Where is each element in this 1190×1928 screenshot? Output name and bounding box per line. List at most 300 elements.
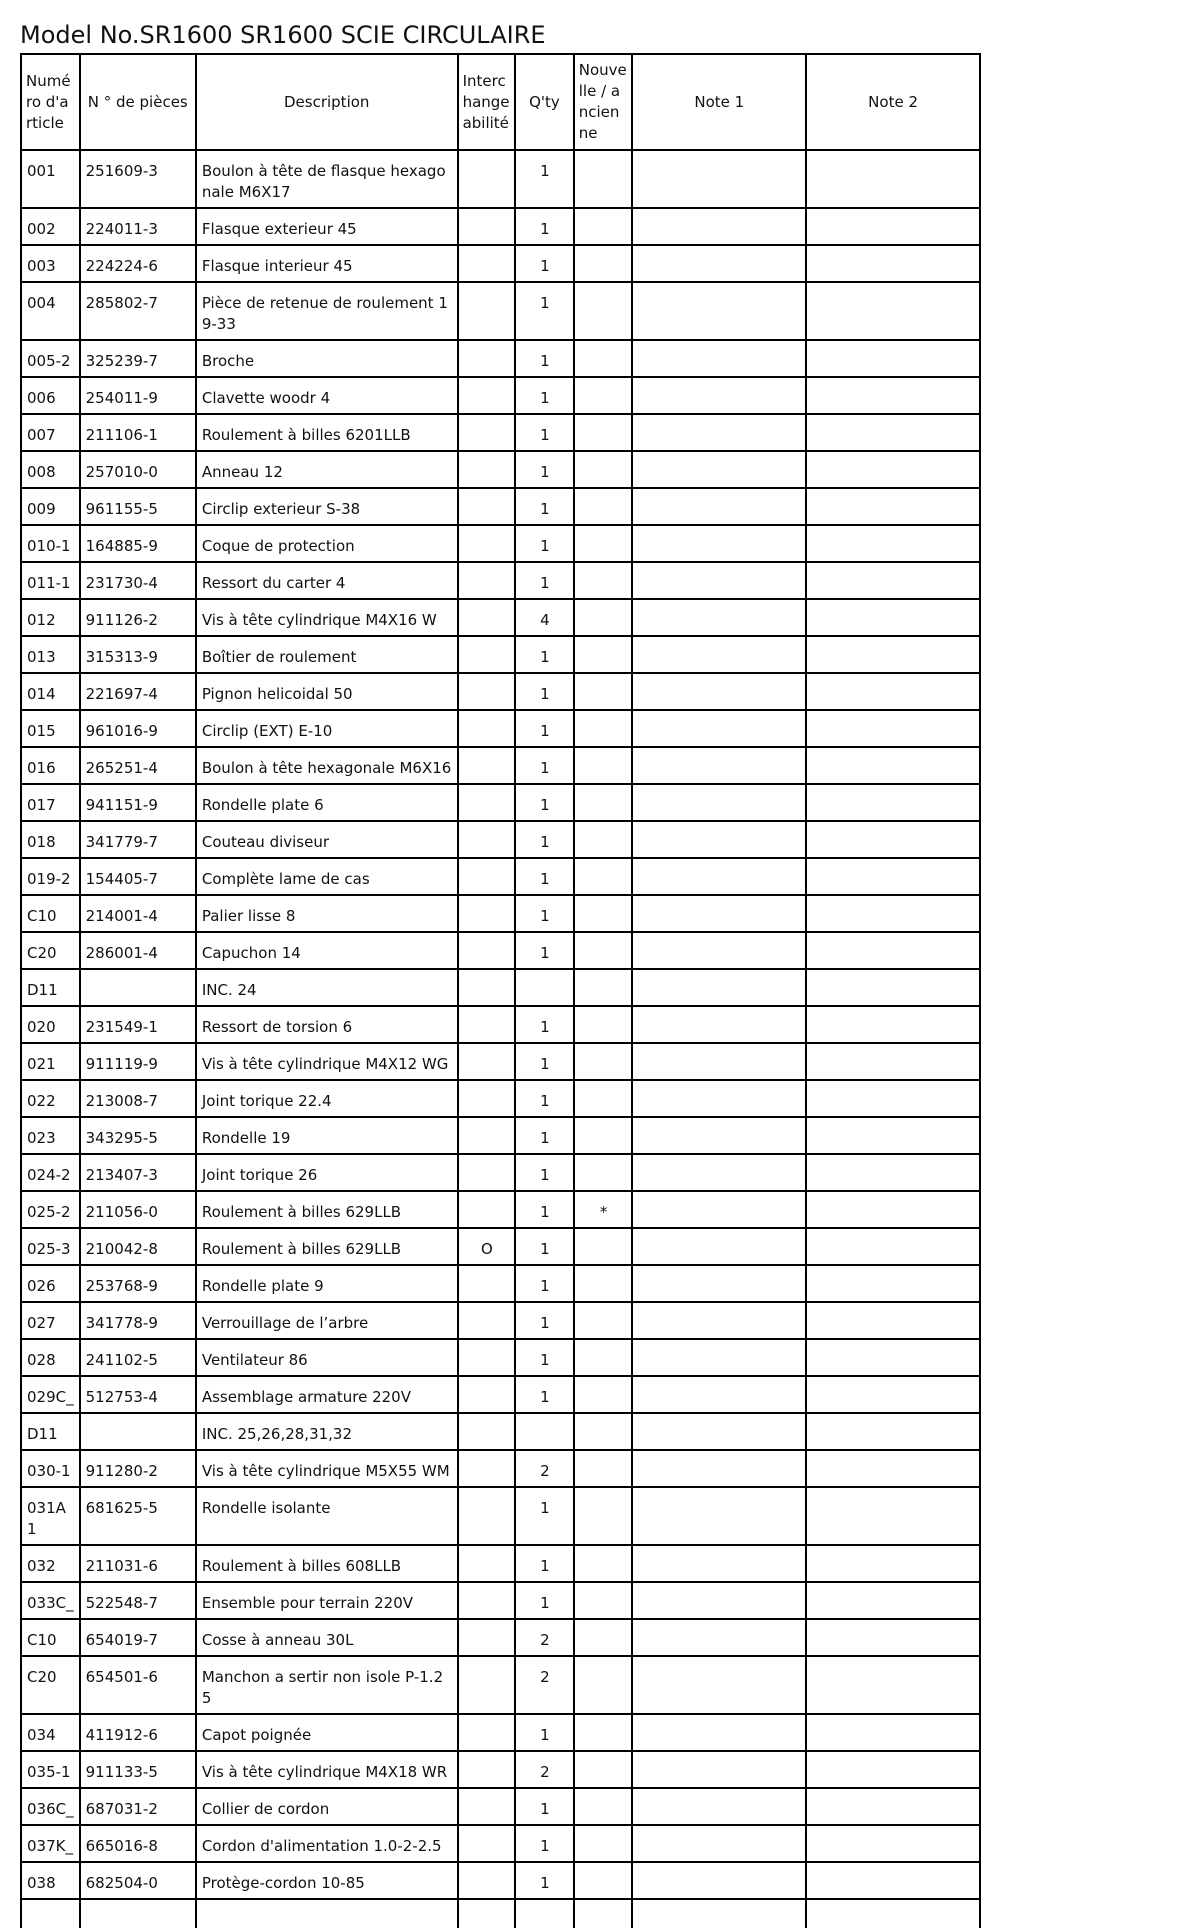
table-row: [21, 562, 980, 599]
cell-note-1: [632, 1413, 806, 1450]
table-row: [21, 208, 980, 245]
cell-new-old: [574, 414, 633, 451]
cell-interchangeability: [458, 1582, 516, 1619]
cell-quantity: 1: [515, 340, 574, 377]
cell-quantity: 2: [515, 1751, 574, 1788]
header-quantity: Q'ty: [515, 54, 574, 150]
cell-interchangeability: [458, 1619, 516, 1656]
cell-new-old: [574, 1825, 633, 1862]
cell-note-1: [632, 969, 806, 1006]
cell-new-old: [574, 821, 633, 858]
cell-note-2: [806, 1376, 980, 1413]
cell-new-old: [574, 1862, 633, 1899]
cell-note-2: [806, 208, 980, 245]
table-row: [21, 969, 980, 1006]
cell-new-old: [574, 1582, 633, 1619]
cell-description: Circlip (EXT) E-10: [196, 710, 458, 747]
table-row: [21, 1413, 980, 1450]
cell-note-2: [806, 673, 980, 710]
cell-item-number: 038: [21, 1862, 80, 1899]
cell-note-1: [632, 1080, 806, 1117]
cell-interchangeability: [458, 1656, 516, 1714]
cell-interchangeability: [458, 1154, 516, 1191]
table-row: [21, 1339, 980, 1376]
cell-interchangeability: [458, 895, 516, 932]
cell-note-2: [806, 784, 980, 821]
cell-item-number: 008: [21, 451, 80, 488]
cell-note-1: [632, 340, 806, 377]
cell-item-number: 007: [21, 414, 80, 451]
cell-note-2: [806, 1751, 980, 1788]
cell-quantity: [515, 1413, 574, 1450]
cell-quantity: 1: [515, 1302, 574, 1339]
cell-part-number: 941151-9: [80, 784, 196, 821]
cell-part-number: 265251-4: [80, 747, 196, 784]
cell-new-old: [574, 858, 633, 895]
cell-new-old: [574, 1006, 633, 1043]
table-row: [21, 1751, 980, 1788]
cell-quantity: 1: [515, 1265, 574, 1302]
cell-item-number: 004: [21, 282, 80, 340]
cell-quantity: 1: [515, 784, 574, 821]
cell-quantity: 1: [515, 377, 574, 414]
cell-new-old: [574, 451, 633, 488]
cell-note-1: [632, 245, 806, 282]
cell-part-number: 221697-4: [80, 673, 196, 710]
cell-note-2: [806, 377, 980, 414]
cell-part-number: 341779-7: [80, 821, 196, 858]
cell-quantity: 1: [515, 208, 574, 245]
cell-description: Vis à tête cylindrique M4X12 WG: [196, 1043, 458, 1080]
cell-description: INC. 25,26,28,31,32: [196, 1413, 458, 1450]
cell-interchangeability: [458, 747, 516, 784]
table-row: [21, 1619, 980, 1656]
cell-item-number: 018: [21, 821, 80, 858]
cell-description: Flasque exterieur 45: [196, 208, 458, 245]
cell-item-number: 015: [21, 710, 80, 747]
cell-quantity: 1: [515, 525, 574, 562]
cell-description: Collier de cordon: [196, 1788, 458, 1825]
cell-quantity: 1: [515, 488, 574, 525]
cell-description: Pignon helicoidal 50: [196, 673, 458, 710]
cell-description: Ensemble pour terrain 220V: [196, 1582, 458, 1619]
table-row: [21, 1302, 980, 1339]
cell-quantity: 1: [515, 1862, 574, 1899]
cell-note-2: [806, 451, 980, 488]
cell-note-1: [632, 710, 806, 747]
cell-quantity: 1: [515, 282, 574, 340]
cell-new-old: [574, 784, 633, 821]
cell-part-number: 911126-2: [80, 599, 196, 636]
cell-interchangeability: [458, 340, 516, 377]
cell-item-number: 031A1: [21, 1487, 80, 1545]
table-row: [21, 821, 980, 858]
cell-part-number: 512753-4: [80, 1376, 196, 1413]
header-note-2: Note 2: [806, 54, 980, 150]
cell-note-2: [806, 599, 980, 636]
cell-note-1: [632, 1228, 806, 1265]
cell-quantity: 1: [515, 451, 574, 488]
cell-new-old: [574, 673, 633, 710]
cell-interchangeability: [458, 969, 516, 1006]
cell-item-number: 025-2: [21, 1191, 80, 1228]
cell-interchangeability: [458, 1339, 516, 1376]
cell-new-old: [574, 562, 633, 599]
cell-item-number: 035-1: [21, 1751, 80, 1788]
cell-note-1: [632, 1619, 806, 1656]
cell-part-number: 210042-8: [80, 1228, 196, 1265]
cell-new-old: [574, 1228, 633, 1265]
cell-note-1: [632, 1582, 806, 1619]
cell-interchangeability: [458, 1413, 516, 1450]
cell-quantity: 1: [515, 1487, 574, 1545]
cell-note-1: [632, 1714, 806, 1751]
cell-quantity: 1: [515, 245, 574, 282]
cell-quantity: 1: [515, 1339, 574, 1376]
cell-quantity: 1: [515, 1582, 574, 1619]
cell-quantity: 1: [515, 1545, 574, 1582]
cell-new-old: [574, 340, 633, 377]
cell-part-number: 654019-7: [80, 1619, 196, 1656]
cell-quantity: 1: [515, 1080, 574, 1117]
cell-interchangeability: [458, 1302, 516, 1339]
cell-description: Couteau diviseur: [196, 821, 458, 858]
cell-item-number: 002: [21, 208, 80, 245]
cell-item-number: 019-2: [21, 858, 80, 895]
cell-note-1: [632, 377, 806, 414]
cell-part-number: 241102-5: [80, 1339, 196, 1376]
cell-new-old: *: [574, 1191, 633, 1228]
cell-part-number: 211031-6: [80, 1545, 196, 1582]
cell-new-old: [574, 1450, 633, 1487]
cell-interchangeability: [458, 1376, 516, 1413]
cell-item-number: 037K_: [21, 1825, 80, 1862]
table-row: [21, 1154, 980, 1191]
cell-new-old: [574, 1487, 633, 1545]
empty-cell: [196, 1899, 458, 1928]
cell-new-old: [574, 1545, 633, 1582]
cell-interchangeability: [458, 208, 516, 245]
cell-part-number: 154405-7: [80, 858, 196, 895]
cell-part-number: 253768-9: [80, 1265, 196, 1302]
table-row: [21, 1080, 980, 1117]
cell-note-2: [806, 1117, 980, 1154]
header-description: Description: [196, 54, 458, 150]
cell-item-number: 027: [21, 1302, 80, 1339]
parts-table: [20, 53, 981, 1928]
cell-item-number: 003: [21, 245, 80, 282]
cell-item-number: C10: [21, 1619, 80, 1656]
cell-item-number: 029C_: [21, 1376, 80, 1413]
table-row: [21, 599, 980, 636]
cell-new-old: [574, 1413, 633, 1450]
cell-interchangeability: [458, 1751, 516, 1788]
cell-new-old: [574, 1656, 633, 1714]
cell-quantity: 1: [515, 1043, 574, 1080]
cell-description: Vis à tête cylindrique M4X16 W: [196, 599, 458, 636]
cell-item-number: D11: [21, 1413, 80, 1450]
cell-note-2: [806, 1339, 980, 1376]
cell-new-old: [574, 377, 633, 414]
cell-quantity: 1: [515, 1825, 574, 1862]
cell-part-number: 254011-9: [80, 377, 196, 414]
cell-note-1: [632, 747, 806, 784]
cell-item-number: 013: [21, 636, 80, 673]
table-row: [21, 377, 980, 414]
cell-note-1: [632, 1656, 806, 1714]
cell-part-number: 285802-7: [80, 282, 196, 340]
cell-note-2: [806, 1154, 980, 1191]
cell-new-old: [574, 1376, 633, 1413]
table-row: [21, 1862, 980, 1899]
empty-cell: [632, 1899, 806, 1928]
cell-note-2: [806, 1191, 980, 1228]
cell-note-2: [806, 562, 980, 599]
cell-interchangeability: [458, 414, 516, 451]
table-row: [21, 747, 980, 784]
cell-description: Joint torique 22.4: [196, 1080, 458, 1117]
cell-item-number: 036C_: [21, 1788, 80, 1825]
table-row: [21, 1825, 980, 1862]
table-row: [21, 340, 980, 377]
empty-cell: [515, 1899, 574, 1928]
cell-note-1: [632, 1862, 806, 1899]
table-row: [21, 1714, 980, 1751]
header-part-number: N ° de pièces: [80, 54, 196, 150]
cell-description: Ressort du carter 4: [196, 562, 458, 599]
cell-note-2: [806, 1080, 980, 1117]
table-row: [21, 710, 980, 747]
table-row: [21, 525, 980, 562]
cell-part-number: 211056-0: [80, 1191, 196, 1228]
cell-description: Complète lame de cas: [196, 858, 458, 895]
cell-part-number: 286001-4: [80, 932, 196, 969]
cell-note-2: [806, 282, 980, 340]
cell-part-number: 164885-9: [80, 525, 196, 562]
cell-item-number: 025-3: [21, 1228, 80, 1265]
cell-quantity: [515, 969, 574, 1006]
cell-description: Anneau 12: [196, 451, 458, 488]
cell-description: Rondelle isolante: [196, 1487, 458, 1545]
cell-note-2: [806, 1413, 980, 1450]
cell-new-old: [574, 895, 633, 932]
page-title: Model No.SR1600 SR1600 SCIE CIRCULAIRE: [20, 21, 546, 49]
cell-new-old: [574, 1043, 633, 1080]
cell-new-old: [574, 747, 633, 784]
cell-note-1: [632, 1487, 806, 1545]
cell-note-2: [806, 1228, 980, 1265]
cell-item-number: 012: [21, 599, 80, 636]
cell-item-number: 005-2: [21, 340, 80, 377]
cell-note-2: [806, 1265, 980, 1302]
cell-note-2: [806, 932, 980, 969]
cell-interchangeability: [458, 784, 516, 821]
cell-interchangeability: [458, 1191, 516, 1228]
cell-description: Roulement à billes 608LLB: [196, 1545, 458, 1582]
cell-note-2: [806, 895, 980, 932]
cell-new-old: [574, 1339, 633, 1376]
cell-description: INC. 24: [196, 969, 458, 1006]
cell-item-number: 032: [21, 1545, 80, 1582]
table-row: [21, 636, 980, 673]
cell-description: Verrouillage de l’arbre: [196, 1302, 458, 1339]
cell-note-1: [632, 599, 806, 636]
cell-interchangeability: [458, 245, 516, 282]
cell-description: Rondelle plate 9: [196, 1265, 458, 1302]
cell-new-old: [574, 1714, 633, 1751]
cell-note-2: [806, 525, 980, 562]
cell-new-old: [574, 710, 633, 747]
table-body: [21, 150, 980, 1928]
cell-interchangeability: [458, 1714, 516, 1751]
cell-item-number: C20: [21, 932, 80, 969]
cell-note-1: [632, 1450, 806, 1487]
cell-interchangeability: [458, 1788, 516, 1825]
cell-note-2: [806, 1582, 980, 1619]
cell-part-number: 341778-9: [80, 1302, 196, 1339]
cell-note-1: [632, 1154, 806, 1191]
cell-note-2: [806, 1862, 980, 1899]
cell-note-2: [806, 1825, 980, 1862]
cell-part-number: 961016-9: [80, 710, 196, 747]
cell-part-number: 315313-9: [80, 636, 196, 673]
cell-note-1: [632, 1788, 806, 1825]
cell-quantity: 2: [515, 1656, 574, 1714]
cell-quantity: 1: [515, 1228, 574, 1265]
cell-interchangeability: [458, 821, 516, 858]
cell-quantity: 1: [515, 414, 574, 451]
cell-interchangeability: [458, 282, 516, 340]
cell-note-1: [632, 895, 806, 932]
cell-part-number: 257010-0: [80, 451, 196, 488]
cell-description: Rondelle plate 6: [196, 784, 458, 821]
cell-quantity: 2: [515, 1450, 574, 1487]
empty-cell: [80, 1899, 196, 1928]
cell-interchangeability: [458, 451, 516, 488]
cell-quantity: 1: [515, 1714, 574, 1751]
cell-item-number: 009: [21, 488, 80, 525]
cell-part-number: 231730-4: [80, 562, 196, 599]
cell-description: Ventilateur 86: [196, 1339, 458, 1376]
cell-part-number: 231549-1: [80, 1006, 196, 1043]
empty-cell: [21, 1899, 80, 1928]
cell-description: Coque de protection: [196, 525, 458, 562]
cell-new-old: [574, 1154, 633, 1191]
cell-interchangeability: [458, 525, 516, 562]
cell-description: Cosse à anneau 30L: [196, 1619, 458, 1656]
cell-item-number: D11: [21, 969, 80, 1006]
table-row: [21, 245, 980, 282]
cell-description: Rondelle 19: [196, 1117, 458, 1154]
cell-note-2: [806, 1006, 980, 1043]
cell-new-old: [574, 245, 633, 282]
cell-description: Palier lisse 8: [196, 895, 458, 932]
cell-interchangeability: [458, 932, 516, 969]
cell-item-number: 033C_: [21, 1582, 80, 1619]
cell-interchangeability: [458, 377, 516, 414]
cell-description: Capot poignée: [196, 1714, 458, 1751]
cell-note-1: [632, 1376, 806, 1413]
cell-interchangeability: [458, 1006, 516, 1043]
cell-note-1: [632, 821, 806, 858]
cell-part-number: 681625-5: [80, 1487, 196, 1545]
cell-note-1: [632, 414, 806, 451]
cell-interchangeability: [458, 150, 516, 208]
cell-interchangeability: [458, 1545, 516, 1582]
cell-quantity: 1: [515, 562, 574, 599]
cell-new-old: [574, 1788, 633, 1825]
cell-note-1: [632, 1265, 806, 1302]
cell-part-number: 682504-0: [80, 1862, 196, 1899]
table-row: [21, 858, 980, 895]
table-row: [21, 488, 980, 525]
cell-new-old: [574, 208, 633, 245]
cell-quantity: 1: [515, 895, 574, 932]
cell-description: Boulon à tête hexagonale M6X16: [196, 747, 458, 784]
cell-description: Flasque interieur 45: [196, 245, 458, 282]
cell-interchangeability: [458, 562, 516, 599]
cell-description: Circlip exterieur S-38: [196, 488, 458, 525]
cell-description: Capuchon 14: [196, 932, 458, 969]
cell-item-number: 034: [21, 1714, 80, 1751]
cell-quantity: 1: [515, 932, 574, 969]
cell-note-2: [806, 1487, 980, 1545]
cell-quantity: 1: [515, 1117, 574, 1154]
cell-note-1: [632, 1825, 806, 1862]
cell-new-old: [574, 1080, 633, 1117]
cell-new-old: [574, 969, 633, 1006]
table-row: [21, 673, 980, 710]
table-row: [21, 1788, 980, 1825]
cell-note-1: [632, 858, 806, 895]
cell-description: Manchon a sertir non isole P-1.25: [196, 1656, 458, 1714]
cell-item-number: 010-1: [21, 525, 80, 562]
cell-part-number: 961155-5: [80, 488, 196, 525]
cell-quantity: 1: [515, 821, 574, 858]
table-row: [21, 1265, 980, 1302]
cell-new-old: [574, 636, 633, 673]
cell-interchangeability: [458, 599, 516, 636]
cell-note-1: [632, 208, 806, 245]
cell-description: Broche: [196, 340, 458, 377]
cell-quantity: 1: [515, 636, 574, 673]
cell-note-2: [806, 1545, 980, 1582]
empty-cell: [574, 1899, 633, 1928]
cell-description: Boîtier de roulement: [196, 636, 458, 673]
cell-description: Roulement à billes 629LLB: [196, 1228, 458, 1265]
cell-interchangeability: [458, 673, 516, 710]
cell-quantity: 1: [515, 747, 574, 784]
cell-note-1: [632, 1302, 806, 1339]
cell-note-1: [632, 1117, 806, 1154]
cell-description: Boulon à tête de flasque hexagonale M6X17: [196, 150, 458, 208]
cell-note-2: [806, 636, 980, 673]
cell-new-old: [574, 599, 633, 636]
cell-new-old: [574, 1302, 633, 1339]
cell-note-2: [806, 150, 980, 208]
table-row: [21, 932, 980, 969]
cell-note-1: [632, 1751, 806, 1788]
table-row: [21, 1191, 980, 1228]
cell-item-number: 028: [21, 1339, 80, 1376]
cell-note-1: [632, 525, 806, 562]
cell-description: Cordon d'alimentation 1.0-2-2.5: [196, 1825, 458, 1862]
empty-cell: [806, 1899, 980, 1928]
cell-item-number: 017: [21, 784, 80, 821]
cell-item-number: 001: [21, 150, 80, 208]
header-new-old: Nouvelle / ancienne: [574, 54, 633, 150]
cell-note-2: [806, 1450, 980, 1487]
